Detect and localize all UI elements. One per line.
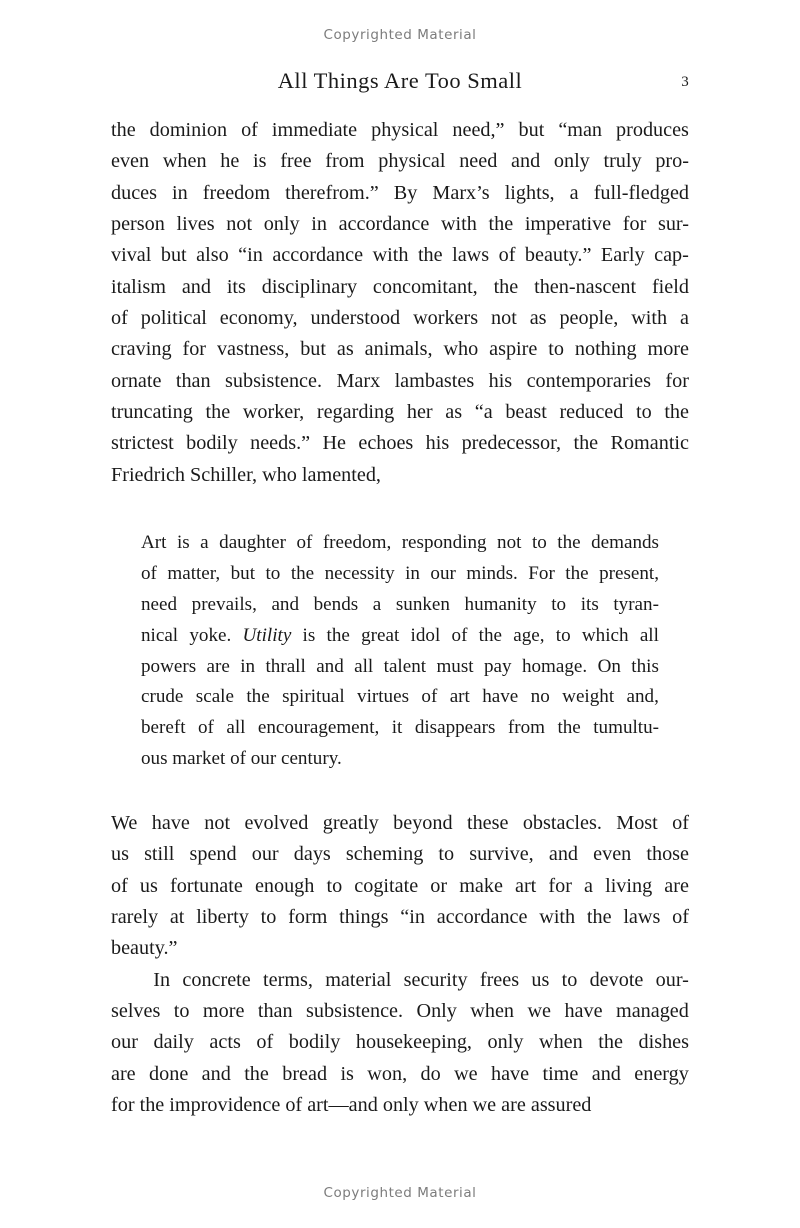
text-line: of us fortunate enough to cogitate or make art for a living are [111, 874, 689, 897]
text-line: of matter, but to the necessity in our minds. For the present, [141, 562, 659, 584]
text-line: vival but also “in accordance with the laws of beauty.” Early cap- [111, 244, 689, 267]
text-line: are done and the bread is won, do we have time and energy [111, 1062, 689, 1085]
text-line: bereft of all encouragement, it disappears from the tumultu- [141, 717, 659, 739]
text-line: the dominion of immediate physical need,” but “man produces [111, 119, 689, 141]
paragraph-text [111, 808, 689, 965]
page-title: All Things Are Too Small [277, 68, 523, 93]
text-line: selves to more than subsistence. Only when we have managed [111, 1000, 689, 1023]
text-line: Art is a daughter of freedom, responding not to the demands [141, 532, 659, 553]
block-quote [141, 528, 659, 775]
body-paragraph-1 [111, 115, 689, 491]
emphasized-word: Utility [242, 624, 292, 646]
copyright-watermark-bottom: Copyrighted Material [323, 1185, 477, 1201]
text-line: italism and its disciplinary concomitant, the then-nascent field [111, 275, 689, 298]
text-line: truncating the worker, regarding her as “a beast reduced to the [111, 401, 689, 424]
paragraph-text [111, 115, 689, 491]
text-line: even when he is free from physical need and only truly pro- [111, 150, 689, 173]
text-line: person lives not only in accordance with the imperative for sur- [111, 213, 689, 236]
text-line: Friedrich Schiller, who lamented, [111, 463, 381, 486]
text-line: rarely at liberty to form things “in accordance with the laws of [111, 906, 689, 929]
text-line: ornate than subsistence. Marx lambastes his contemporaries for [111, 369, 689, 392]
text-line: crude scale the spiritual virtues of art have no weight and, [141, 686, 659, 708]
text-line: duces in freedom therefrom.” By Marx’s lights, a full-fledged [111, 181, 689, 204]
text-line: of political economy, understood workers not as people, with a [111, 307, 689, 330]
text-line: beauty.” [111, 937, 178, 960]
body-lower-paragraphs [111, 808, 689, 1121]
text-line: us still spend our days scheming to survive, and even those [111, 843, 689, 866]
copyright-watermark-top: Copyrighted Material [323, 27, 477, 43]
block-quote-text [141, 528, 659, 775]
text-line: need prevails, and bends a sunken humanity to its tyran- [141, 593, 659, 615]
running-head [111, 68, 689, 98]
paragraph-text [111, 965, 689, 1122]
text-line: nical yoke. Utility is the great idol of the age, to which all [141, 624, 659, 646]
text-line: strictest bodily needs.” He echoes his predecessor, the Romantic [111, 432, 689, 455]
text-line: We have not evolved greatly beyond these obstacles. Most of [111, 812, 689, 834]
text-line: craving for vastness, but as animals, who aspire to nothing more [111, 338, 689, 361]
text-line: our daily acts of bodily housekeeping, only when the dishes [111, 1031, 689, 1054]
text-line: ous market of our century. [141, 748, 342, 770]
page-number: 3 [681, 74, 689, 90]
text-line: powers are in thrall and all talent must pay homage. On this [141, 655, 659, 677]
text-line: In concrete terms, material security frees us to devote our- [153, 968, 689, 991]
text-line: for the improvidence of art—and only when we are assured [111, 1094, 592, 1117]
